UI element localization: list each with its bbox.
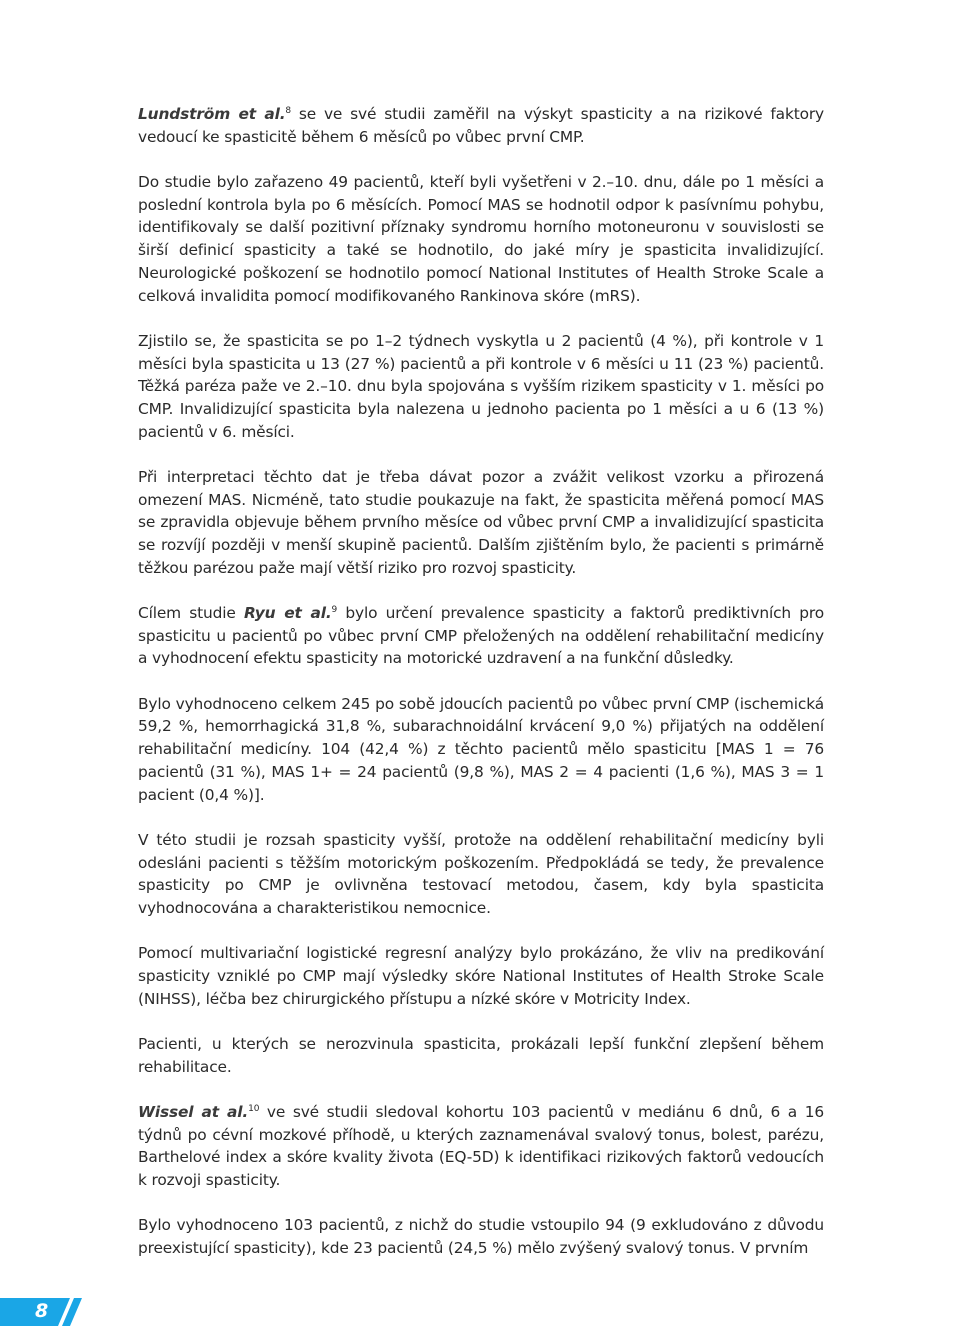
- paragraph-text: Při interpretaci těchto dat je třeba dávat pozor a zvážit velikost vzorku a přirozená omezení MAS. Nicméně, tato studie poukazuje na fakt, že spasticita měřená pomocí MAS se zpravidla objevuje během prvního měsíce od vůbec první CMP a invalidizující spasticita se rozvíjí později v menší skupině pacientů. Dalším zjištěním bylo, že pacienti s primárně těžkou parézou paže mají větší riziko pro rozvoj spasticity.: [138, 467, 824, 577]
- paragraph-prefix: Cílem studie: [138, 604, 245, 623]
- reference-number: 9: [331, 605, 338, 616]
- paragraph-lundstrom: [138, 103, 824, 148]
- paragraph-text: Bylo vyhodnoceno celkem 245 po sobě jdoucích pacientů po vůbec první CMP (ischemická 59,2 %, hemorrhagická 31,8 %, subarachnoidální krvácení 9,0 %) přijatých na oddělení rehabilitační medicíny. 104 (42,4 %) z těchto pacientů mělo spasticitu [MAS 1 = 76 pacientů (31 %), MAS 1+ = 24 pacientů (9,8 %), MAS 2 = 4 pacienti (1,6 %), MAS 3 = 1 pacient (0,4 %)].: [138, 694, 824, 804]
- paragraph-text: Bylo vyhodnoceno 103 pacientů, z nichž do studie vstoupilo 94 (9 exkludováno z důvodu preexistující spasticity), kde 23 pacientů (24,5 %) mělo zvýšený svalový tonus. V prvním: [138, 1216, 824, 1258]
- reference-number: 10: [248, 1103, 260, 1114]
- paragraph-text: Do studie bylo zařazeno 49 pacientů, kteří byli vyšetřeni v 2.–10. dnu, dále po 1 měsíci a poslední kontrola byla po 6 měsících. Pomocí MAS se hodnotil odpor k pasívnímu pohybu, identifikovaly se další pozitivní příznaky syndromu horního motoneuronu v souvislosti se širší definicí spasticity a také se hodnotilo, do jaké míry je spasticita invalidizující. Neurologické poškození se hodnotilo pomocí National Institutes of Health Stroke Scale a celková invalidita pomocí modifikovaného Rankinova skóre (mRS).: [138, 173, 824, 305]
- author-name: Lundström et al.: [138, 105, 286, 123]
- paragraph-ryu: [138, 602, 824, 670]
- paragraph-text: se ve své studii zaměřil na výskyt spasticity a na rizikové faktory vedoucí ke spasticitě během 6 měsíců po vůbec první CMP.: [138, 105, 824, 146]
- paragraph-text: bylo určení prevalence spasticity a faktorů prediktivních pro spasticitu u pacientů po vůbec první CMP přeložených na oddělení rehabilitační medicíny a vyhodnocení efektu spasticity na motorické uzdravení a na funkční důsledky.: [138, 604, 825, 668]
- paragraph-text: Pomocí multivariační logistické regresní analýzy bylo prokázáno, že vliv na predikování spasticity vzniklé po CMP mají výsledky skóre National Institutes of Health Stroke Scale (NIHSS), léčba bez chirurgického přístupu a nízké skóre v Motricity Index.: [138, 944, 824, 1008]
- article-body: [138, 103, 824, 1282]
- paragraph-text: Zjistilo se, že spasticita se po 1–2 týdnech vyskytla u 2 pacientů (4 %), při kontrole v 1 měsíci byla spasticita u 13 (27 %) pacientů a při kontrole v 6 měsíci u 11 (23 %) pacientů. Těžká paréza paže ve 2.–10. dnu byla spojována s vyšším rizikem spasticity v 1. měsíci po CMP. Invalidizující spasticita byla nalezena u jednoho pacienta po 1 měsíci a u 6 (13 %) pacientů v 6. měsíci.: [138, 331, 824, 441]
- reference-number: 8: [285, 106, 291, 116]
- paragraph-text: V této studii je rozsah spasticity vyšší, protože na oddělení rehabilitační medicíny byli odesláni pacienti s těžším motorickým poškozením. Předpokládá se tedy, že prevalence spasticity po CMP je ovlivněna testovací metodou, časem, kdy byla spasticita vyhodnocována a charakteristikou nemocnice.: [138, 830, 824, 917]
- paragraph-text: Pacienti, u kterých se nerozvinula spasticita, prokázali lepší funkční zlepšení během rehabilitace.: [138, 1034, 824, 1076]
- page-number: 8: [35, 1300, 49, 1322]
- author-name: Wissel at al.: [138, 1102, 249, 1121]
- paragraph-text: ve své studii sledoval kohortu 103 pacientů v mediánu 6 dnů, 6 a 16 týdnů po cévní mozkové příhodě, u kterých zaznamenával svalový tonus, bolest, parézu, Barthelové index a skóre kvality života (EQ-5D) k identifikaci rizikových faktorů vedoucích k rozvoji spasticity.: [138, 1102, 825, 1190]
- author-name: Ryu et al.: [244, 604, 332, 623]
- paragraph-wissel: [138, 1101, 824, 1192]
